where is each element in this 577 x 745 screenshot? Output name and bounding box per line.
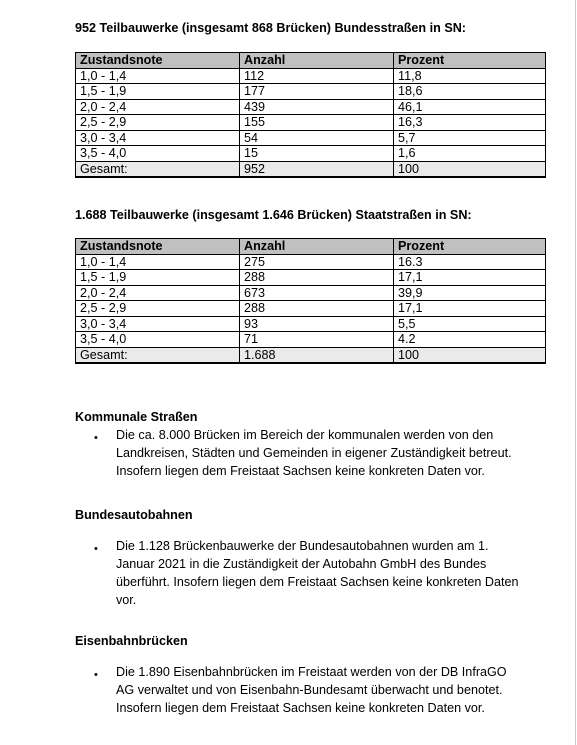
table-row <box>76 99 546 115</box>
section-title-kommunale-strassen: Kommunale Straßen <box>75 410 198 424</box>
cell-zustandsnote: 3,5 - 4,0 <box>76 332 240 348</box>
table-row <box>76 84 546 100</box>
table2-title: 1.688 Teilbauwerke (insgesamt 1.646 Brücken) Staatstraßen in SN: <box>75 208 472 222</box>
section-title-eisenbahnbruecken: Eisenbahnbrücken <box>75 634 188 648</box>
cell-zustandsnote: 2,5 - 2,9 <box>76 115 240 131</box>
column-header-zustandsnote: Zustandsnote <box>76 53 240 69</box>
cell-anzahl: 439 <box>240 99 394 115</box>
total-prozent: 100 <box>394 161 546 177</box>
cell-zustandsnote: 2,0 - 2,4 <box>76 285 240 301</box>
text-line: Insofern liegen dem Freistaat Sachsen keine konkreten Daten vor. <box>116 701 485 715</box>
page-edge <box>575 0 576 745</box>
table-row <box>76 301 546 317</box>
cell-zustandsnote: 2,5 - 2,9 <box>76 301 240 317</box>
cell-zustandsnote: 1,5 - 1,9 <box>76 270 240 286</box>
total-label: Gesamt: <box>76 161 240 177</box>
total-anzahl: 1.688 <box>240 347 394 363</box>
cell-anzahl: 54 <box>240 130 394 146</box>
cell-anzahl: 288 <box>240 301 394 317</box>
cell-anzahl: 275 <box>240 254 394 270</box>
cell-zustandsnote: 2,0 - 2,4 <box>76 99 240 115</box>
bundesstrassen-table <box>75 52 546 178</box>
column-header-anzahl: Anzahl <box>240 239 394 255</box>
cell-anzahl: 177 <box>240 84 394 100</box>
table-row <box>76 285 546 301</box>
table-row <box>76 316 546 332</box>
table-row <box>76 130 546 146</box>
cell-prozent: 46,1 <box>394 99 546 115</box>
cell-zustandsnote: 3,0 - 3,4 <box>76 316 240 332</box>
text-line: vor. <box>116 593 137 607</box>
staatsstrassen-table <box>75 238 546 364</box>
cell-prozent: 1,6 <box>394 146 546 162</box>
cell-prozent: 17,1 <box>394 301 546 317</box>
cell-prozent: 17,1 <box>394 270 546 286</box>
cell-prozent: 11,8 <box>394 68 546 84</box>
text-line: Januar 2021 in die Zuständigkeit der Autobahn GmbH des Bundes <box>116 557 487 571</box>
table-total-row <box>76 347 546 363</box>
cell-prozent: 5,7 <box>394 130 546 146</box>
text-line: überführt. Insofern liegen dem Freistaat Sachsen keine konkreten Daten <box>116 575 519 589</box>
table-row <box>76 115 546 131</box>
cell-prozent: 39,9 <box>394 285 546 301</box>
cell-anzahl: 71 <box>240 332 394 348</box>
cell-zustandsnote: 1,0 - 1,4 <box>76 68 240 84</box>
text-line: Die 1.128 Brückenbauwerke der Bundesautobahnen wurden am 1. <box>116 539 489 553</box>
bullet-icon: • <box>94 669 98 681</box>
section-title-bundesautobahnen: Bundesautobahnen <box>75 508 193 522</box>
cell-anzahl: 673 <box>240 285 394 301</box>
column-header-anzahl: Anzahl <box>240 53 394 69</box>
table-total-row <box>76 161 546 177</box>
cell-prozent: 18,6 <box>394 84 546 100</box>
cell-zustandsnote: 1,0 - 1,4 <box>76 254 240 270</box>
table-header-row <box>76 239 546 255</box>
column-header-zustandsnote: Zustandsnote <box>76 239 240 255</box>
cell-anzahl: 15 <box>240 146 394 162</box>
text-line: Landkreisen, Städten und Gemeinden in eigener Zuständigkeit betreut. <box>116 446 512 460</box>
cell-prozent: 16,3 <box>394 115 546 131</box>
bullet-icon: • <box>94 543 98 555</box>
cell-zustandsnote: 1,5 - 1,9 <box>76 84 240 100</box>
bullet-icon: • <box>94 432 98 444</box>
column-header-prozent: Prozent <box>394 53 546 69</box>
text-line: AG verwaltet und von Eisenbahn-Bundesamt überwacht und benotet. <box>116 683 503 697</box>
table-row <box>76 254 546 270</box>
cell-anzahl: 288 <box>240 270 394 286</box>
table-row <box>76 332 546 348</box>
section-text-bundesautobahnen <box>116 537 546 609</box>
total-label: Gesamt: <box>76 347 240 363</box>
cell-anzahl: 93 <box>240 316 394 332</box>
text-line: Die ca. 8.000 Brücken im Bereich der kommunalen werden von den <box>116 428 494 442</box>
table-row <box>76 270 546 286</box>
total-anzahl: 952 <box>240 161 394 177</box>
cell-prozent: 4.2 <box>394 332 546 348</box>
total-prozent: 100 <box>394 347 546 363</box>
cell-zustandsnote: 3,0 - 3,4 <box>76 130 240 146</box>
table-row <box>76 68 546 84</box>
cell-anzahl: 112 <box>240 68 394 84</box>
column-header-prozent: Prozent <box>394 239 546 255</box>
cell-zustandsnote: 3,5 - 4,0 <box>76 146 240 162</box>
cell-anzahl: 155 <box>240 115 394 131</box>
cell-prozent: 16.3 <box>394 254 546 270</box>
table-row <box>76 146 546 162</box>
table1-title: 952 Teilbauwerke (insgesamt 868 Brücken) Bundesstraßen in SN: <box>75 21 467 35</box>
text-line: Die 1.890 Eisenbahnbrücken im Freistaat werden von der DB InfraGO <box>116 665 507 679</box>
table-header-row <box>76 53 546 69</box>
section-text-eisenbahnbruecken <box>116 663 546 717</box>
section-text-kommunale-strassen <box>116 426 546 480</box>
text-line: Insofern liegen dem Freistaat Sachsen keine konkreten Daten vor. <box>116 464 485 478</box>
cell-prozent: 5,5 <box>394 316 546 332</box>
